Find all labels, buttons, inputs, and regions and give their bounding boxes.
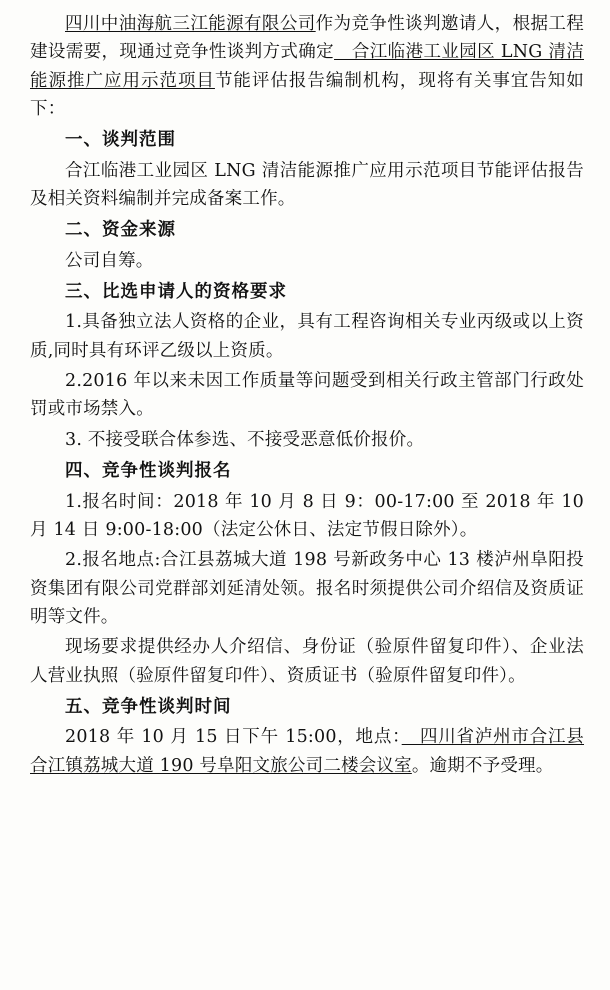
text-run: 五、竞争性谈判时间: [65, 696, 232, 717]
text-run: 四、竞争性谈判报名: [65, 461, 232, 482]
paragraph-signup-time: [30, 488, 584, 545]
text-run: 节能评估报告编制机构，现将有关事宜告知如下：: [30, 70, 585, 120]
underlined-text: 合江临港工业园区 LNG 清洁能源推广应用示范项目: [30, 42, 584, 91]
text-run: 1.报名时间：2018 年 10 月 8 日 9：00-17:00 至 2018 年 10 月 14 日 9:00-18:00（法定公休日、法定节假日除外）。: [30, 491, 584, 540]
text-run: 三、比选申请人的资格要求: [65, 282, 287, 303]
text-run: 。逾期不予受理。: [411, 755, 554, 776]
paragraph-scope-body: [30, 157, 584, 214]
section-heading-heading-5: [30, 693, 584, 721]
section-heading-heading-3: [30, 278, 584, 306]
text-run: 3. 不接受联合体参选、不接受恶意低价报价。: [65, 429, 425, 450]
underlined-text: 四川省泸州市合江县合江镇荔城大道 190 号阜阳文旅公司二楼会议室: [30, 727, 585, 776]
text-run: 现场要求提供经办人介绍信、身份证（验原件留复印件）、企业法人营业执照（验原件留复印件）、资质证书（验原件留复印件）。: [30, 637, 584, 686]
text-run: 2.报名地点:合江县荔城大道 198 号新政务中心 13 楼泸州阜阳投资集团有限公司党群部刘延清处领。报名时须提供公司介绍信及资质证明等文件。: [30, 550, 584, 627]
paragraph-signup-place: [30, 546, 584, 631]
paragraph-qual-2: [30, 367, 584, 424]
paragraph-qual-1: [30, 308, 584, 365]
section-heading-heading-2: [30, 216, 584, 244]
paragraph-qual-3: [30, 426, 584, 454]
text-run: 合江临港工业园区 LNG 清洁能源推广应用示范项目节能评估报告及相关资料编制并完成备案工作。: [30, 160, 584, 210]
paragraph-funds-body: [30, 247, 584, 275]
text-run: 2018 年 10 月 15 日下午 15:00，地点：: [65, 727, 402, 748]
paragraph-onsite-docs: [30, 633, 584, 690]
underlined-text: 四川中油海航三江能源有限公司: [65, 14, 316, 34]
text-run: 1.具备独立法人资格的企业，具有工程咨询相关专业丙级或以上资质,同时具有环评乙级以上资质。: [30, 312, 584, 361]
text-run: 公司自筹。: [65, 250, 154, 271]
paragraph-intro: [30, 10, 584, 123]
text-run: 2.2016 年以来未因工作质量等问题受到相关行政主管部门行政处罚或市场禁入。: [30, 371, 584, 420]
section-heading-heading-4: [30, 457, 584, 485]
paragraph-negotiation-time: [30, 723, 584, 780]
text-run: 二、资金来源: [65, 220, 176, 241]
text-run: 作为竞争性谈判邀请人，根据工程建设需要，现通过竞争性谈判方式确定: [30, 14, 584, 63]
text-run: 一、谈判范围: [65, 130, 176, 151]
section-heading-heading-1: [30, 126, 584, 154]
